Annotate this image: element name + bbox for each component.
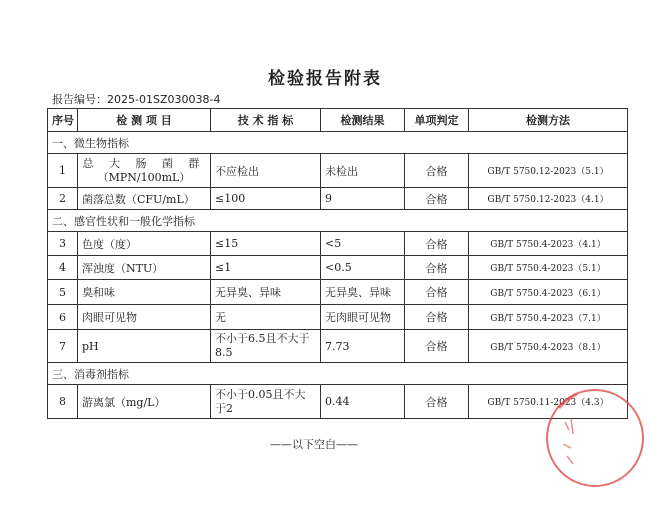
- row-result: 0.44: [321, 385, 405, 419]
- report-title: 检验报告附表: [268, 69, 382, 89]
- header-spec: 技 术 指 标: [211, 109, 321, 132]
- row-method: GB/T 5750.4-2023（5.1）: [469, 256, 628, 280]
- row-method: GB/T 5750.12-2023（4.1）: [469, 188, 628, 210]
- row-method: GB/T 5750.4-2023（6.1）: [469, 280, 628, 305]
- header-method: 检测方法: [469, 109, 628, 132]
- row-spec: 不应检出: [211, 154, 321, 188]
- row-no: 8: [48, 385, 78, 419]
- row-judge: 合格: [405, 232, 469, 256]
- row-spec: ≤15: [211, 232, 321, 256]
- row-method: GB/T 5750.4-2023（8.1）: [469, 330, 628, 363]
- row-spec: 不小于6.5且不大于8.5: [211, 330, 321, 363]
- row-spec: 不小于0.05且不大于2: [211, 385, 321, 419]
- row-judge: 合格: [405, 256, 469, 280]
- section-row: [48, 210, 628, 232]
- header-no: 序号: [48, 109, 78, 132]
- row-method: GB/T 5750.4-2023（4.1）: [469, 232, 628, 256]
- row-judge: 合格: [405, 330, 469, 363]
- row-result: 无肉眼可见物: [321, 305, 405, 330]
- item-line1: 总 大 肠 菌 群: [82, 156, 206, 170]
- row-no: 6: [48, 305, 78, 330]
- row-result: 无异臭、异味: [321, 280, 405, 305]
- row-spec: 无: [211, 305, 321, 330]
- row-spec: 无异臭、异味: [211, 280, 321, 305]
- section-title: 一、微生物指标: [48, 132, 628, 154]
- row-method: GB/T 5750.11-2023（4.3）: [469, 385, 628, 419]
- row-spec: ≤1: [211, 256, 321, 280]
- table-header-row: [48, 109, 628, 132]
- item-line2: （MPN/100mL）: [97, 170, 191, 184]
- row-result: <0.5: [321, 256, 405, 280]
- row-item: 游离氯（mg/L）: [78, 385, 211, 419]
- row-result: 9: [321, 188, 405, 210]
- header-judge: 单项判定: [405, 109, 469, 132]
- section-row: [48, 132, 628, 154]
- report-number: 报告编号：2025-01SZ030038-4: [52, 93, 221, 106]
- row-item: [78, 154, 211, 188]
- row-result: 7.73: [321, 330, 405, 363]
- row-no: 3: [48, 232, 78, 256]
- table-row: [48, 154, 628, 188]
- table-row: [48, 330, 628, 363]
- table-row: [48, 305, 628, 330]
- row-judge: 合格: [405, 188, 469, 210]
- end-of-content-note: ——以下空白——: [270, 438, 358, 451]
- row-item: 菌落总数（CFU/mL）: [78, 188, 211, 210]
- row-no: 1: [48, 154, 78, 188]
- table-row: [48, 280, 628, 305]
- row-item: 臭和味: [78, 280, 211, 305]
- row-judge: 合格: [405, 154, 469, 188]
- row-item: 浑浊度（NTU）: [78, 256, 211, 280]
- row-no: 5: [48, 280, 78, 305]
- row-item: 肉眼可见物: [78, 305, 211, 330]
- row-no: 2: [48, 188, 78, 210]
- row-judge: 合格: [405, 385, 469, 419]
- table-row: [48, 256, 628, 280]
- row-no: 7: [48, 330, 78, 363]
- row-method: GB/T 5750.4-2023（7.1）: [469, 305, 628, 330]
- table-row: [48, 188, 628, 210]
- header-item: 检 测 项 目: [78, 109, 211, 132]
- row-result: 未检出: [321, 154, 405, 188]
- row-item: pH: [78, 330, 211, 363]
- row-no: 4: [48, 256, 78, 280]
- header-result: 检测结果: [321, 109, 405, 132]
- section-title: 二、感官性状和一般化学指标: [48, 210, 628, 232]
- table-row: [48, 232, 628, 256]
- row-judge: 合格: [405, 280, 469, 305]
- row-spec: ≤100: [211, 188, 321, 210]
- row-method: GB/T 5750.12-2023（5.1）: [469, 154, 628, 188]
- row-item: 色度（度）: [78, 232, 211, 256]
- official-seal-stamp: [525, 378, 645, 498]
- section-title: 三、消毒剂指标: [48, 363, 628, 385]
- row-judge: 合格: [405, 305, 469, 330]
- results-table: [47, 108, 628, 419]
- row-result: <5: [321, 232, 405, 256]
